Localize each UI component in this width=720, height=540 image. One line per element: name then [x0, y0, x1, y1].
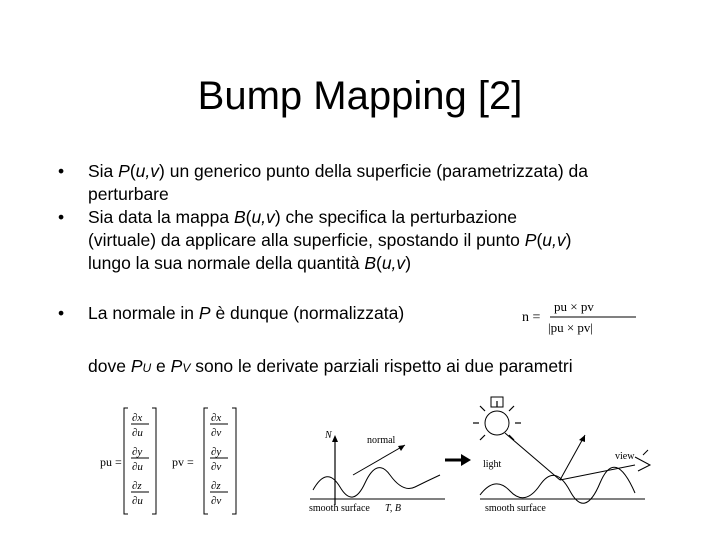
bullet3-text-b: è dunque (normalizzata) [210, 303, 405, 323]
pv-column [210, 412, 228, 507]
bullet-text-segment: u,v [381, 253, 406, 273]
pv-symbol: P [170, 356, 183, 376]
bullet-glyph: • [58, 161, 65, 181]
formula-lhs: n = [522, 310, 541, 325]
transition-arrowhead [461, 454, 471, 466]
bullet-text-segment: P [118, 161, 130, 181]
bullet-glyph: • [58, 207, 65, 227]
bullet-item-1 [58, 160, 688, 206]
svg-text:∂u: ∂u [132, 461, 143, 473]
svg-text:∂y: ∂y [132, 446, 143, 458]
bullet-item-2 [58, 206, 688, 275]
bullet-item-3 [58, 302, 404, 325]
bullet-text-segment: ( [129, 161, 136, 181]
bullet-line [88, 252, 688, 275]
pu-bracket-right [152, 408, 156, 514]
label-light: light [483, 459, 502, 470]
pv-label: pv = [172, 455, 194, 469]
light-bulb-icon [473, 397, 521, 440]
pu-subscript: U [142, 361, 152, 375]
bullet-line [88, 183, 688, 206]
bullet-text-segment: (virtuale) da applicare alla superficie, spostando il punto [88, 230, 525, 250]
dove-mid: e [151, 356, 171, 376]
svg-text:∂v: ∂v [211, 427, 222, 439]
bullet-text-segment: B [233, 207, 246, 227]
slide-title: Bump Mapping [2] [197, 74, 523, 118]
svg-text:∂u: ∂u [132, 495, 143, 507]
bullet-list [58, 160, 688, 275]
bullet-text-segment: Sia data la mappa [88, 207, 234, 227]
normal-arrow-left [353, 445, 405, 475]
svg-text:∂x: ∂x [211, 412, 222, 424]
bullet-text-segment: ( [376, 253, 382, 273]
pu-label: pu = [100, 455, 122, 469]
bullet-text-segment: ) che specifica la perturbazione [274, 207, 518, 227]
bullet-text-segment: u,v [135, 161, 160, 181]
reflected-normal [560, 435, 585, 480]
bullet-line [88, 160, 688, 183]
bullet-text-segment: ) [565, 230, 572, 250]
dove-prefix: dove [88, 356, 131, 376]
label-normal: normal [367, 435, 396, 446]
svg-text:∂z: ∂z [211, 480, 221, 492]
label-view: view [615, 451, 635, 462]
svg-text:∂y: ∂y [211, 446, 222, 458]
bullet-text-segment: ( [245, 207, 252, 227]
reflected-arrowhead [579, 435, 585, 442]
formula-numerator: pu × pv [554, 299, 594, 314]
bullet-line [88, 206, 688, 229]
pv-bracket-left [204, 408, 208, 514]
derivative-matrices [100, 404, 250, 518]
bumpy-curve-left [313, 468, 440, 497]
pv-bracket-right [232, 408, 236, 514]
dove-line [88, 355, 573, 380]
bullet3-var: P [198, 303, 211, 323]
bullet-text-segment: ) [405, 253, 412, 273]
pu-column [131, 412, 149, 507]
label-smooth-surface-right: smooth surface [485, 503, 546, 513]
eye-icon [635, 450, 650, 471]
svg-text:∂x: ∂x [132, 412, 143, 424]
bullet-line [88, 229, 688, 252]
label-N: N [325, 430, 332, 441]
svg-text:∂z: ∂z [132, 480, 142, 492]
bullet-text-segment: P [524, 230, 537, 250]
bullet-text-segment: u,v [251, 207, 275, 227]
pu-symbol: P [130, 356, 143, 376]
pu-bracket-left [124, 408, 128, 514]
bullet-text-segment: B [364, 253, 376, 273]
svg-text:∂v: ∂v [211, 461, 222, 473]
formula-denominator: |pu × pv| [548, 320, 594, 335]
bullet-text-segment: perturbare [88, 184, 169, 204]
bumpy-curve-right [480, 467, 635, 503]
pv-subscript: V [182, 361, 191, 375]
bullet-text-segment: ) un generico punto della superficie (parametrizzata) da [159, 161, 589, 181]
right-panel [473, 397, 650, 513]
bullet3-text-a: La normale in [88, 303, 199, 323]
bullet-text-segment: Sia [88, 161, 119, 181]
n-axis-arrowhead [332, 435, 338, 442]
svg-text:∂v: ∂v [211, 495, 222, 507]
bullet-text-segment: lungo la sua normale della quantità [88, 253, 365, 273]
svg-text:∂u: ∂u [132, 427, 143, 439]
bump-mapping-figure [305, 395, 685, 513]
bullet-text-segment: ( [536, 230, 543, 250]
bullet-text-segment: u,v [542, 230, 566, 250]
light-ray [505, 433, 560, 480]
left-panel [309, 430, 445, 513]
normal-formula [520, 292, 640, 342]
label-smooth-surface-left: smooth surface [309, 503, 370, 513]
label-TB: T, B [385, 503, 401, 513]
bullet-glyph: • [58, 303, 65, 323]
dove-suffix: sono le derivate parziali rispetto ai due parametri [190, 356, 573, 376]
